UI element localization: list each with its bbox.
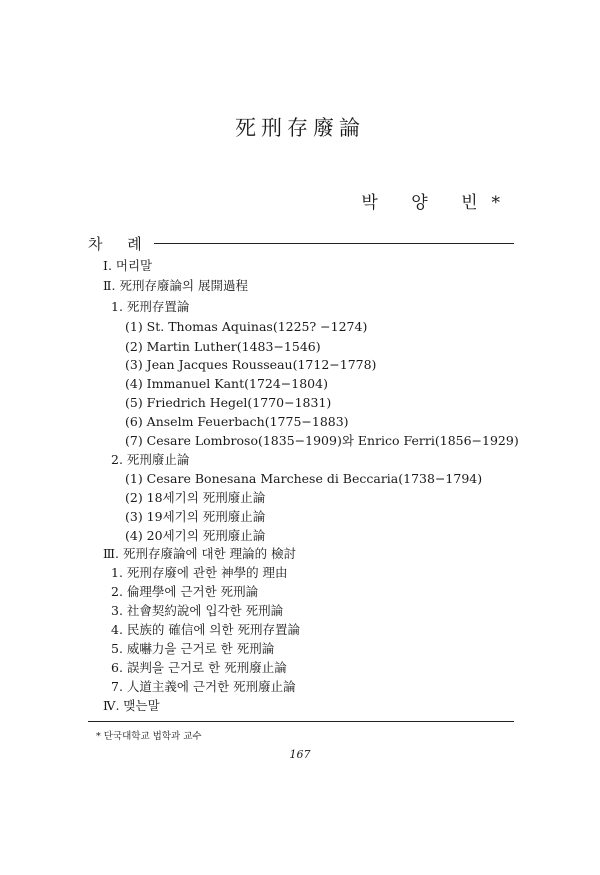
toc-heading	[88, 233, 514, 254]
toc-item: (6) Anselm Feuerbach(1775−1883)	[125, 414, 349, 429]
page-number: 167	[289, 748, 311, 761]
toc-item: (1) Cesare Bonesana Marchese di Beccaria(1738−1794)	[125, 471, 483, 486]
toc-item: (4) 20세기의 死刑廢止論	[125, 528, 266, 543]
toc-item: 7. 人道主義에 근거한 死刑廢止論	[111, 679, 296, 694]
toc-item: 1. 死刑存置論	[111, 299, 190, 314]
toc-item: (2) 18세기의 死刑廢止論	[125, 490, 266, 505]
toc-item: 2. 死刑廢止論	[111, 452, 190, 467]
toc-item: 1. 死刑存廢에 관한 神學的 理由	[111, 565, 288, 580]
page-title: 死刑存廢論	[235, 116, 365, 140]
toc-item: (1) St. Thomas Aquinas(1225? −1274)	[125, 319, 368, 334]
toc-item: 5. 威嚇力을 근거로 한 死刑論	[111, 641, 275, 656]
toc-item: Ⅲ. 死刑存廢論에 대한 理論的 檢討	[103, 546, 297, 561]
toc-heading-rule	[154, 243, 514, 244]
toc-label: 차 례	[88, 235, 152, 253]
author-name: 박 양 빈*	[361, 193, 514, 213]
toc-item: (7) Cesare Lombroso(1835−1909)와 Enrico Ferri(1856−1929)	[125, 433, 519, 448]
toc-item: (5) Friedrich Hegel(1770−1831)	[125, 395, 332, 410]
toc-item: Ⅰ. 머리말	[103, 258, 153, 273]
toc-item: (3) 19세기의 死刑廢止論	[125, 509, 266, 524]
toc-item: 2. 倫理學에 근거한 死刑論	[111, 584, 259, 599]
toc-item: 3. 社會契約說에 입각한 死刑論	[111, 603, 284, 618]
toc-item: (4) Immanuel Kant(1724−1804)	[125, 376, 328, 391]
footnote: * 단국대학교 법학과 교수	[96, 731, 202, 742]
toc-item: Ⅳ. 맺는말	[103, 698, 160, 713]
toc-item: Ⅱ. 死刑存廢論의 展開過程	[103, 278, 248, 293]
toc-item: 6. 誤判을 근거로 한 死刑廢止論	[111, 660, 287, 675]
toc-item: (2) Martin Luther(1483−1546)	[125, 339, 321, 354]
toc-item: (3) Jean Jacques Rousseau(1712−1778)	[125, 357, 377, 372]
footnote-divider	[88, 721, 514, 722]
toc-item: 4. 民族的 確信에 의한 死刑存置論	[111, 622, 301, 637]
